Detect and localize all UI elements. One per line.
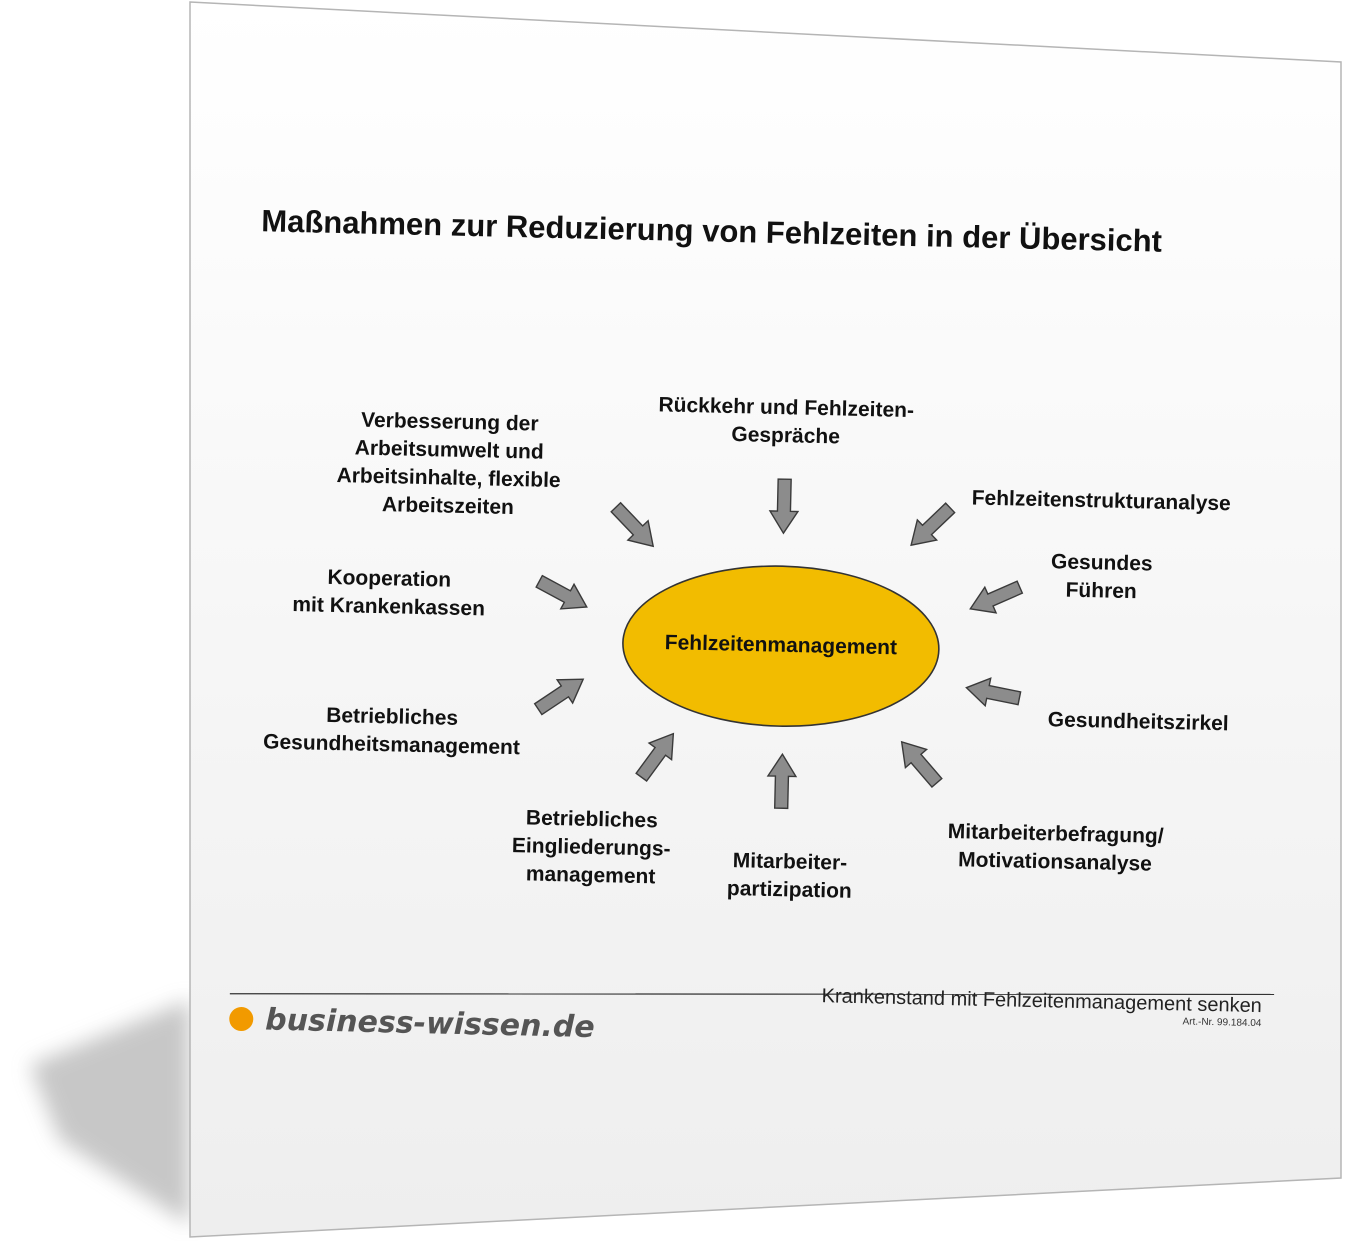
- measure-label-line: Gespräche: [731, 422, 841, 449]
- measure-label-line: Fehlzeitenstrukturanalyse: [971, 486, 1232, 516]
- measure-label-line: partizipation: [726, 876, 853, 903]
- measure-label-line: Betriebliches: [525, 806, 659, 833]
- measure-label-line: Mitarbeiterbefragung/: [947, 819, 1164, 848]
- page-shadow: [30, 1000, 190, 1225]
- measure-label-line: Arbeitsinhalte, flexible: [336, 464, 561, 493]
- measure-label-line: Verbesserung der: [360, 408, 539, 436]
- page-title: Maßnahmen zur Reduzierung von Fehlzeiten in der Übersicht: [260, 203, 1163, 259]
- measure-label-line: Führen: [1065, 578, 1138, 604]
- center-label: Fehlzeitenmanagement: [664, 631, 898, 660]
- measure-label-gesundheitszirkel: [1048, 708, 1229, 735]
- footer-title: Krankenstand mit Fehlzeitenmanagement senken: [821, 985, 1263, 1018]
- measure-label-line: Gesundheitsmanagement: [262, 730, 521, 760]
- measure-label-line: Arbeitsumwelt und: [354, 436, 544, 464]
- logo-wordmark: business-wissen.de: [264, 1002, 596, 1046]
- measure-label-line: Kooperation: [327, 565, 452, 592]
- measure-label-line: Mitarbeiter-: [732, 849, 848, 875]
- measure-label-line: Eingliederungs-: [511, 834, 671, 861]
- measure-label-line: Gesundheitszirkel: [1047, 708, 1229, 736]
- article-number: Art.-Nr. 99.184.04: [1182, 1016, 1262, 1030]
- measure-label-line: Arbeitszeiten: [381, 493, 515, 520]
- measure-label-line: Motivationsanalyse: [957, 848, 1153, 876]
- measure-label-line: Gesundes: [1050, 550, 1153, 576]
- measure-label-line: Betriebliches: [325, 703, 459, 730]
- measure-label-line: management: [525, 862, 656, 889]
- measure-label-line: mit Krankenkassen: [292, 593, 486, 621]
- measure-label-eingliederung: [511, 806, 671, 889]
- measure-label-line: Rückkehr und Fehlzeiten-: [658, 393, 915, 423]
